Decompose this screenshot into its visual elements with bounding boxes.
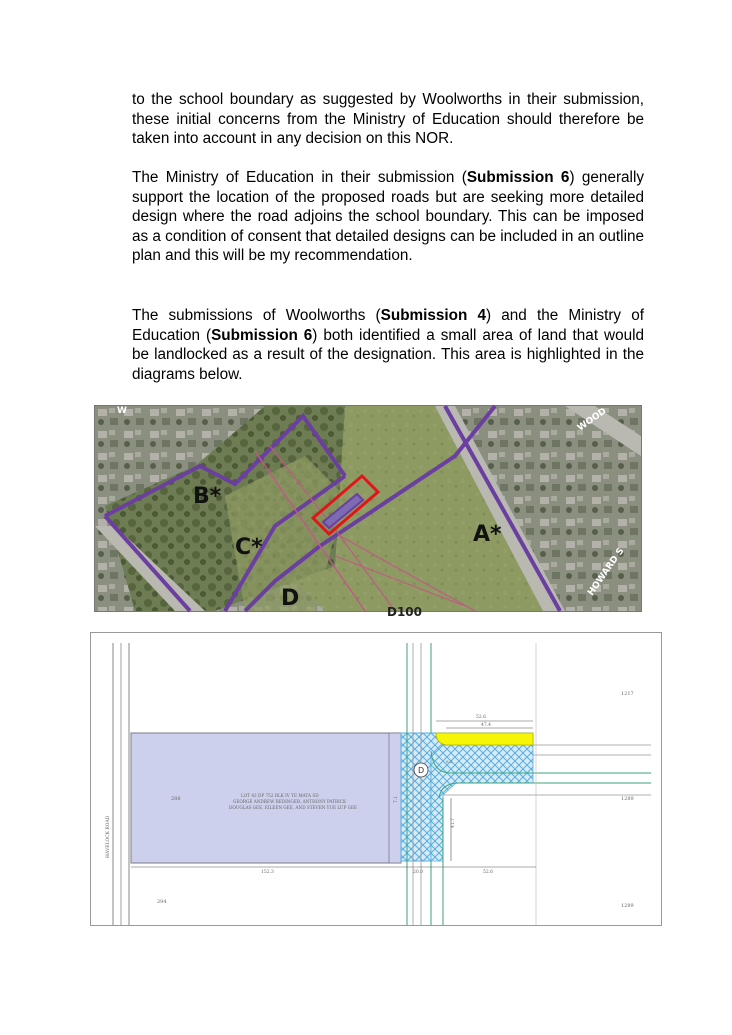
- submission-6-ref: Submission 6: [466, 169, 570, 186]
- label-d: D: [281, 586, 300, 611]
- paragraph-school-boundary: to the school boundary as suggested by Woolworths in their submission, these initial concerns from the Ministry of Education should therefore be taken into account in any decision on this NOR.: [132, 91, 644, 148]
- dim-vertical: 41.7: [451, 817, 456, 828]
- lot-number: 288: [171, 796, 181, 802]
- paragraph-landlocked-area: [132, 306, 644, 384]
- submission-6-ref-2: Submission 6: [211, 326, 313, 344]
- road-curve-2: [439, 783, 651, 798]
- lot-1217: 1217: [621, 691, 634, 697]
- street-label-woodd: WOOD: [575, 406, 609, 434]
- owner-line-3: DOUGLAS GEE, EILEEN GEE, AND STEVEN YUE LUP GEE: [229, 805, 358, 810]
- street-label-bottom: D100: [387, 605, 423, 619]
- label-c: C*: [235, 535, 263, 560]
- street-label-top: W: [117, 406, 127, 416]
- lot-1289a: 1289: [621, 796, 634, 802]
- dim-vertical-left: 7.1: [394, 795, 399, 803]
- owner-line-2: GEORGE ANDREW BEDINGER, ANTHONY PATRICK: [233, 799, 347, 804]
- dim-bottom-left: 152.3: [261, 870, 274, 875]
- label-a: A*: [473, 522, 502, 547]
- designation-circle-label: D: [418, 766, 425, 775]
- p3-text-a: The submissions of Woolworths (: [132, 307, 381, 324]
- havelock-road-label: HAVELOCK ROAD: [106, 815, 111, 858]
- p2-text-c: ) generally support the location of the proposed roads but are seeking more detailed design where the road adjoins the school boundary. This can be imposed as a condition of consent that detailed designs can be included in an outline plan and this will be my recommendation.: [132, 169, 644, 265]
- dim-top: 52.6: [476, 715, 487, 720]
- owner-line-1: LOT 42 DP 752 BLK IV TE MATA SD: [241, 793, 319, 798]
- aerial-map: [94, 405, 642, 619]
- dim-bottom-mid: 20.0: [413, 870, 424, 875]
- landlocked-highlight: [436, 733, 533, 745]
- dim-top-inner: 47.4: [481, 723, 492, 728]
- label-b: B*: [193, 484, 222, 509]
- submission-4-ref: Submission 4: [380, 307, 487, 324]
- survey-plan: [90, 632, 662, 926]
- p3-text-e: ) both identified a small area of land that would be landlocked as a result of the designation. This area is highlighted in the diagrams below.: [132, 326, 644, 383]
- paragraph-ministry-submission: [132, 168, 644, 266]
- lot-1289b: 1289: [621, 903, 634, 909]
- p2-text-a: The Ministry of Education in their submission (: [132, 169, 467, 186]
- p3-text-c: ) and the Ministry of Education (: [132, 307, 645, 344]
- dim-bottom-right: 52.6: [483, 870, 494, 875]
- lot-294: 294: [157, 899, 167, 905]
- dim-small: 6.2: [446, 759, 453, 764]
- street-label-howard: HOWARD S: [586, 546, 627, 598]
